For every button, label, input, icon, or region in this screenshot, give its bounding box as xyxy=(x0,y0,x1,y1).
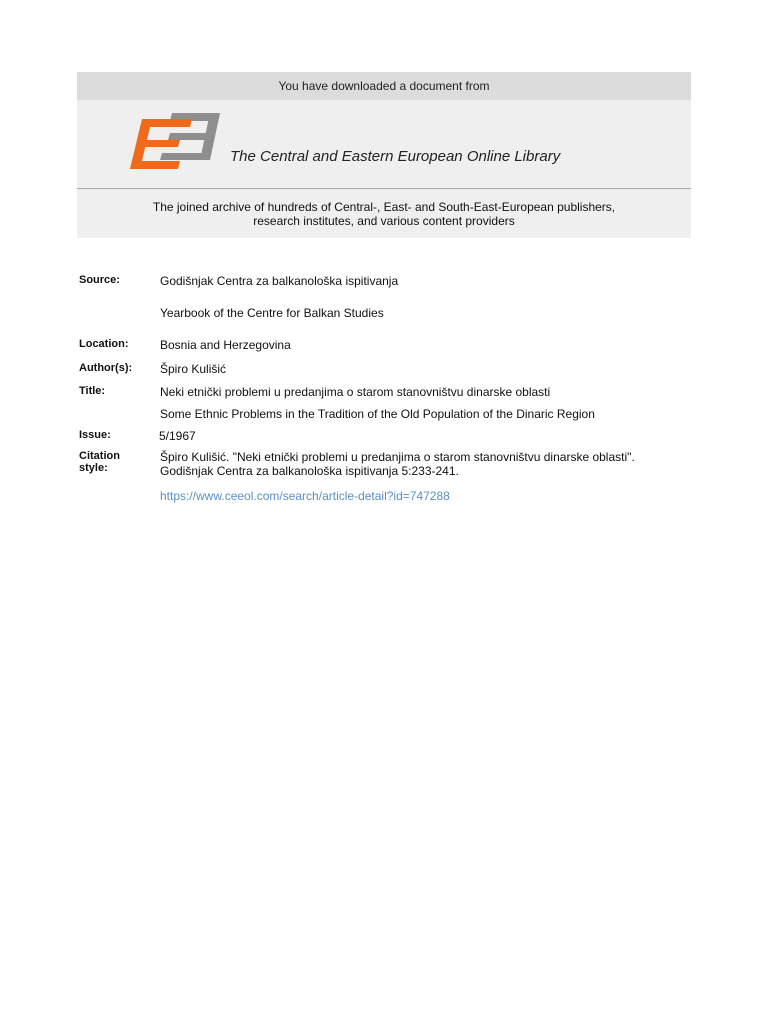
ceeol-logo-icon xyxy=(130,113,222,171)
location-label: Location: xyxy=(79,338,129,350)
download-notice-text: You have downloaded a document from xyxy=(278,79,490,93)
title-value: Neki etnički problemi u predanjima o starom stanovništvu dinarske oblasti xyxy=(160,385,551,399)
issue-value: 5/1967 xyxy=(159,429,196,443)
source-value: Godišnjak Centra za balkanološka ispitivanja xyxy=(160,274,399,288)
citation-line: Godišnjak Centra za balkanološka ispitivanja 5:233-241. xyxy=(160,464,459,478)
archive-description xyxy=(77,189,691,228)
archive-description-line: research institutes, and various content providers xyxy=(253,214,515,228)
source-translation: Yearbook of the Centre for Balkan Studies xyxy=(160,306,384,320)
logo-row xyxy=(77,100,691,188)
citation-label-line: Citation xyxy=(79,450,120,462)
download-notice xyxy=(77,72,691,100)
authors-value: Špiro Kulišić xyxy=(160,362,227,376)
title-label: Title: xyxy=(79,385,106,397)
location-value: Bosnia and Herzegovina xyxy=(160,338,291,352)
article-url-link[interactable]: https://www.ceeol.com/search/article-detail?id=747288 xyxy=(160,489,450,503)
archive-description-line: The joined archive of hundreds of Central-, East- and South-East-European publishers, xyxy=(152,200,616,214)
logo-orange-shape xyxy=(130,119,192,169)
citation-line: Špiro Kulišić. "Neki etnički problemi u predanjima o starom stanovništvu dinarske oblasti". xyxy=(160,450,635,464)
ceeol-banner xyxy=(77,72,691,238)
title-translation: Some Ethnic Problems in the Tradition of the Old Population of the Dinaric Region xyxy=(160,407,595,421)
citation-label-line: style: xyxy=(79,462,108,474)
issue-label: Issue: xyxy=(79,429,111,441)
citation-text xyxy=(160,450,700,478)
authors-label: Author(s): xyxy=(79,362,133,374)
source-label: Source: xyxy=(79,274,120,286)
library-name: The Central and Eastern European Online Library xyxy=(230,148,561,165)
citation-label xyxy=(79,450,154,474)
